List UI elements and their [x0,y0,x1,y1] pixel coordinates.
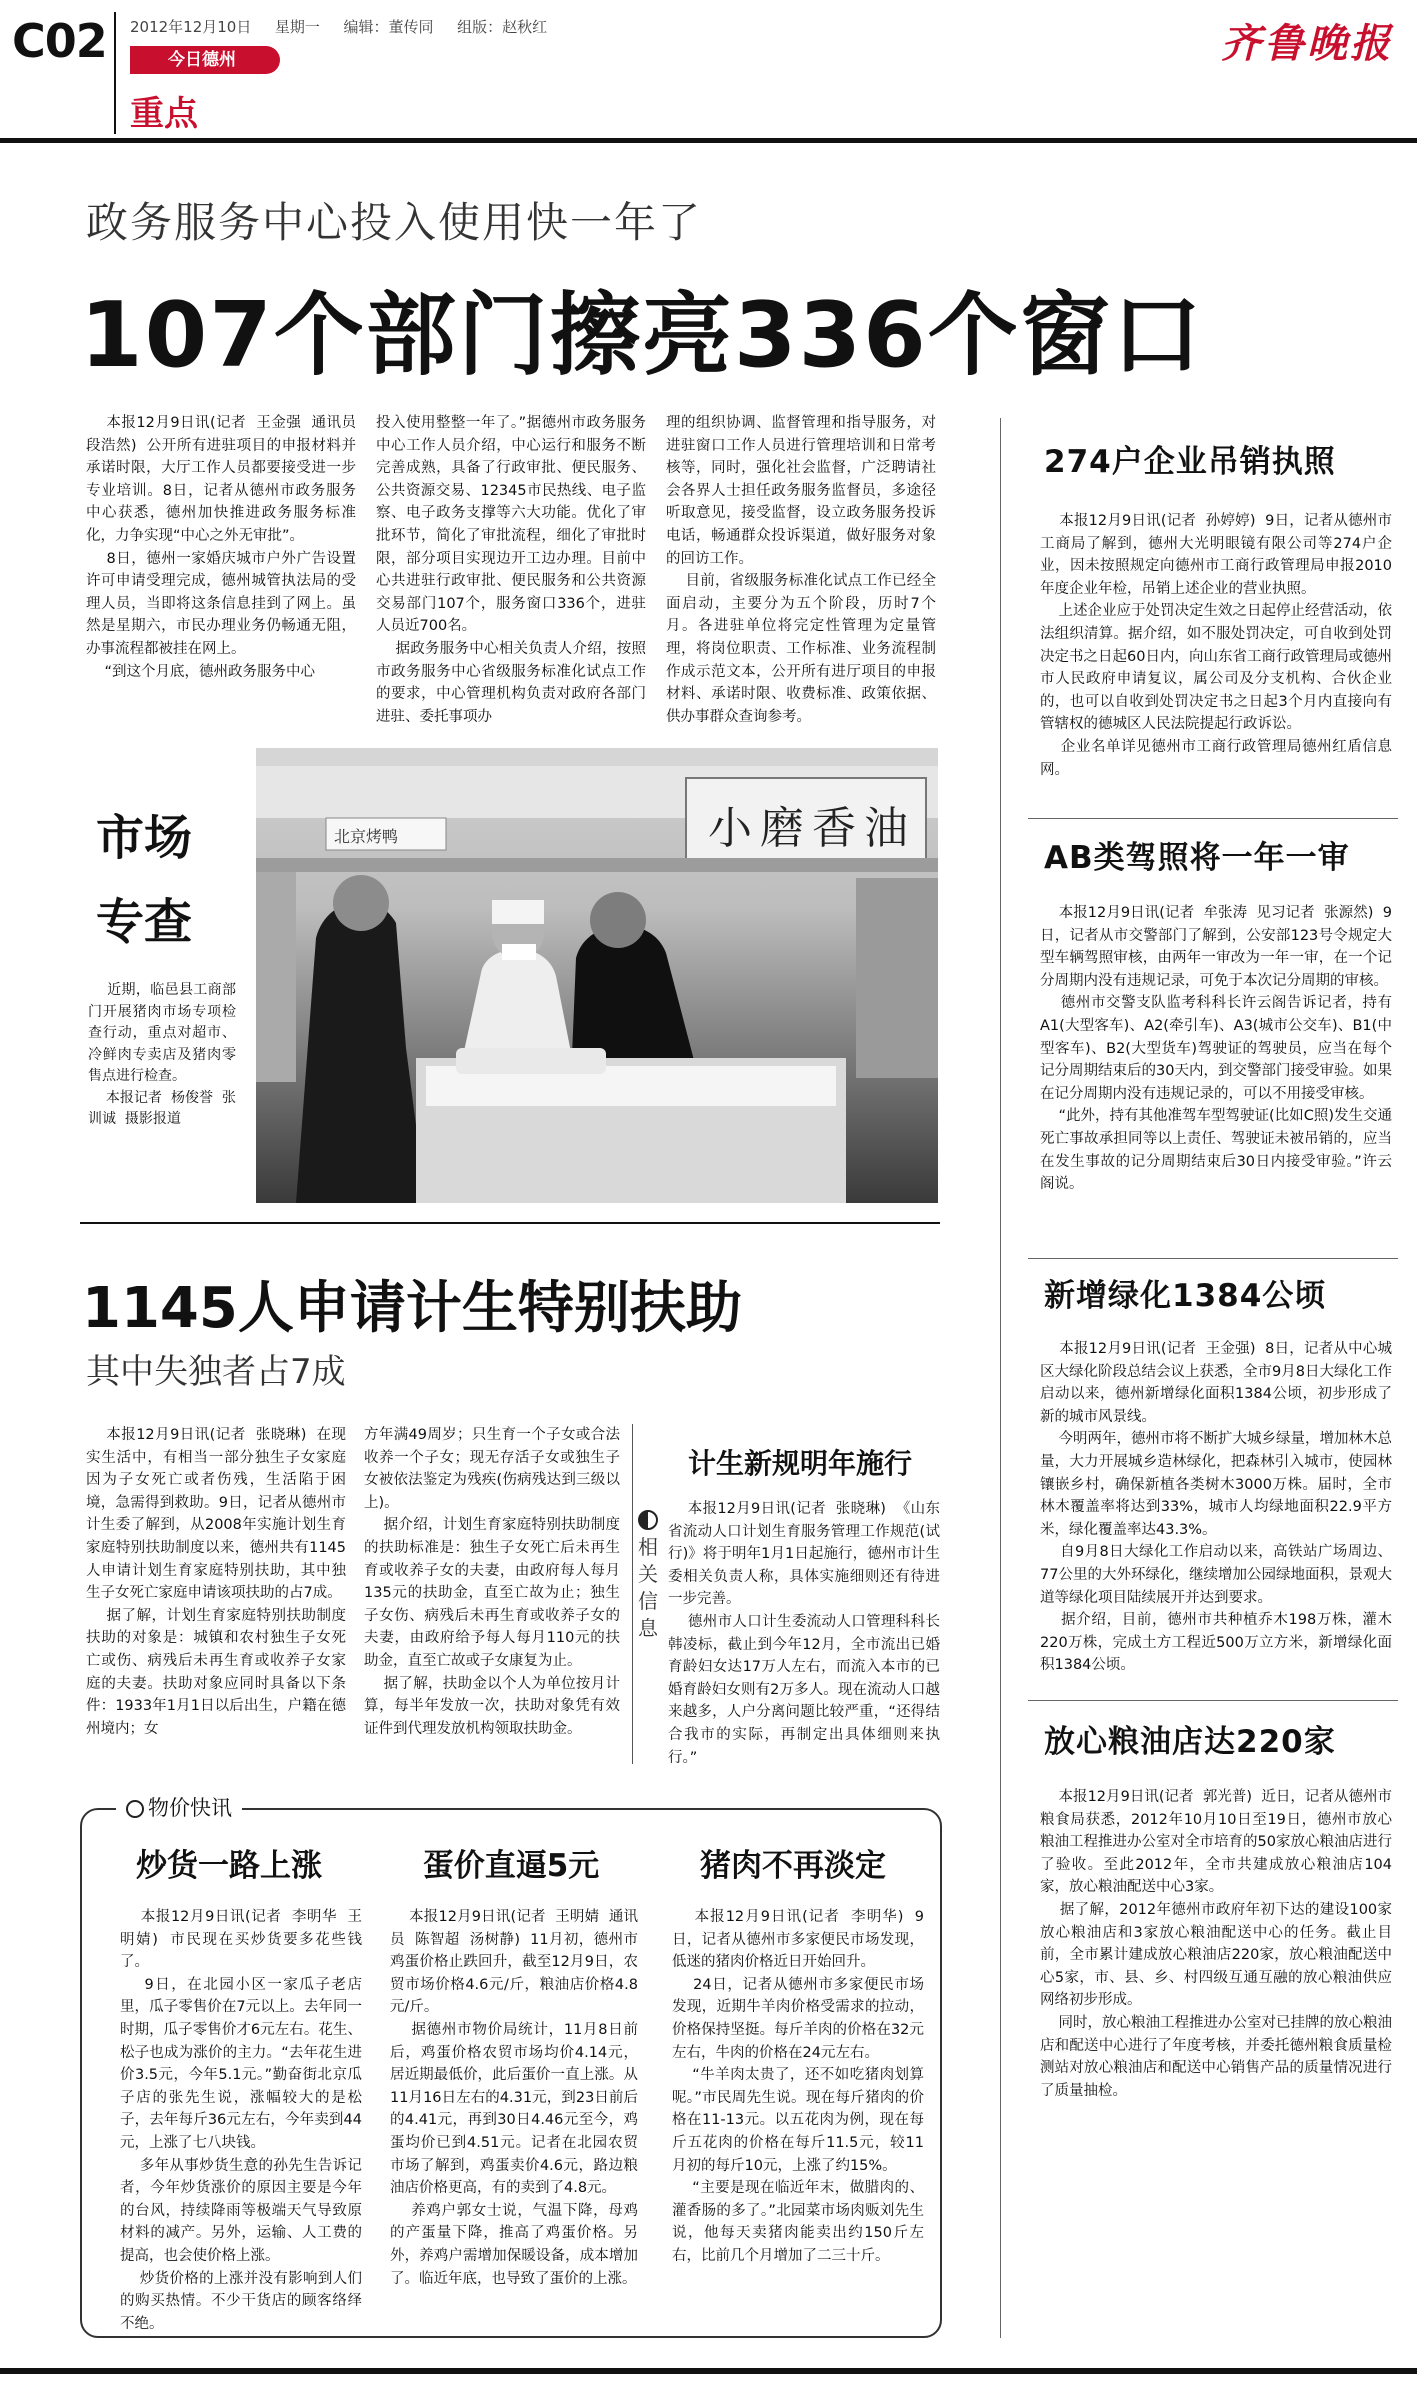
layout-credit: 组版：赵秋红 [457,18,548,36]
lead-column-1: 本报12月9日讯(记者 王金强 通讯员 段浩然) 公开所有进驻项目的申报材料并承诺时限，大厅工作人员都要接受进一步专业培训。8日，记者从德州市政务服务中心获悉，德州加快推进政务服务标准化，力争实现“中心之外无审批”。 8日，德州一家婚庆城市户外广告设置许可申请受理完成，德州城管执法局的受理人员，当即将这条信息挂到了网上。虽然是星期六，市民办理业务仍畅通无阻，办事流程都被挂在网上。 “到这个月底，德州政务服务中心 [86,415,357,680]
sidebar-story-1-headline: 274户企业吊销执照 [1044,444,1336,480]
price-item-3-body: 本报12月9日讯(记者 李明华) 9日，记者从德州市多家便民市场发现，低迷的猪肉价格近日开始回升。 24日，记者从德州市多家便民市场发现，近期牛羊肉价格受需求的拉动，价格保持坚挺。每斤羊肉的价格在32元左右，牛肉的价格在24元左右。 “牛羊肉太贵了，还不如吃猪肉划算呢。”市民周先生说。现在每斤猪肉的价格在11-13元。以五花肉为例，现在每斤五花肉的价格在每斤11.5元，较11月初的每斤10元，上涨了约15%。 “主要是现在临近年末，做腊肉的、灌香肠的多了。”北园菜市场肉贩刘先生说，他每天卖猪肉能卖出约150斤左右，比前几个月增加了二三十斤。 [672,1909,925,2264]
page-number: C02 [12,14,107,68]
sidebar-rule-2 [1028,1258,1398,1259]
second-column-2: 方年满49周岁；只生育一个子女或合法收养一个子女；现无存活子女或独生子女被依法鉴定为残疾(伤病残达到三级以上)。 据介绍，计划生育家庭特别扶助制度的扶助标准是：独生子女死亡后未再生育或收养子女的夫妻，由政府每人每月135元的扶助金，直至亡故为止；独生子女伤、病残后未再生育或收养子女的夫妻，由政府给予每人每月110元的扶助金，直至亡故或子女康复为止。 据了解，扶助金以个人为单位按月计算，每半年发放一次，扶助对象凭有效证件到代理发放机构领取扶助金。 [364,1427,620,1737]
masthead-logo: 齐鲁晚报 [1221,20,1393,67]
second-headline: 1145人申请计生特别扶助 [82,1276,742,1341]
header-divider [114,12,116,134]
sidebar-story-2-headline: AB类驾照将一年一审 [1044,840,1350,876]
header-rule [0,138,1417,143]
sidebar-story-3-body: 本报12月9日讯(记者 王金强) 8日，记者从中心城区大绿化阶段总结会议上获悉，全市9月8日大绿化工作启动以来，德州新增绿化面积1384公顷，初步形成了新的城市风景线。 今明两年，德州市将不断扩大城乡绿量，增加林木总量，大力开展城乡造林绿化，把森林引入城市，使园林镶嵌乡村，确保新植各类树木3000万株。届时，全市林木覆盖率将达到33%，城市人均绿地面积22.9平方米，绿化覆盖率达43.3%。 自9月8日大绿化工作启动以来，高铁站广场周边、77公里的大外环绿化，继续增加公园绿地面积，景观大道等绿化项目陆续展开并达到要求。 据介绍，目前，德州市共种植乔木198万株，灌木220万株，完成土方工程近500万立方米，新增绿化面积1384公顷。 [1040,1341,1393,1674]
related-headline: 计生新规明年施行 [688,1447,913,1480]
sidebar-story-4-headline: 放心粮油店达220家 [1044,1724,1336,1760]
photo-rule [80,1222,940,1224]
sidebar-story-1-body: 本报12月9日讯(记者 孙婷婷) 9日，记者从德州市工商局了解到，德州大光明眼镜有限公司等274户企业，因未按照规定向德州市工商行政管理局申报2010年度企业年检，吊销上述企业的营业执照。 上述企业应于处罚决定生效之日起停止经营活动，依法组织清算。据介绍，如不服处罚决定，可自收到处罚决定书之日起60日内，向山东省工商行政管理局或德州市人民政府申请复议，属公司及分支机构、合伙企业的，也可以自收到处罚决定书之日起3个月内直接向有管辖权的德城区人民法院提起行政诉讼。 企业名单详见德州市工商行政管理局德州红盾信息网。 [1040,513,1393,778]
photo-title-line-2: 专查 [96,894,193,950]
price-item-3-headline: 猪肉不再淡定 [700,1848,886,1884]
section-tag: 今日德州 [130,46,280,74]
related-divider [632,1424,633,1764]
photo-caption: 近期，临邑县工商部门开展猪肉市场专项检查行动，重点对超市、冷鲜肉专卖店及猪肉零售点进行检查。 本报记者 杨俊誉 张训诚 摄影报道 [88,982,236,1127]
lead-column-2: 投入使用整整一年了。”据德州市政务服务中心工作人员介绍，中心运行和服务不断完善成熟，具备了行政审批、便民服务、公共资源交易、12345市民热线、电子监察、电子政务支撑等六大功能。优化了审批环节，简化了审批流程，细化了审批时限，部分项目实现边开工边办理。目前中心共进驻行政审批、便民服务和公共资源交易部门107个，服务窗口336个，进驻人员近700名。 据政务服务中心相关负责人介绍，按照市政务服务中心省级服务标准化试点工作的要求，中心管理机构负责对政府各部门进驻、委托事项办 [376,415,647,725]
sidebar-story-4-body: 本报12月9日讯(记者 郭光普) 近日，记者从德州市粮食局获悉，2012年10月10日至19日，德州市放心粮油工程推进办公室对全市培育的50家放心粮油店进行了验收。至此2012年，全市共建成放心粮油店104家，放心粮油配送中心3家。 据了解，2012年德州市政府年初下达的建设100家放心粮油店和3家放心粮油配送中心的任务。截止目前，全市累计建成放心粮油店220家，放心粮油配送中心5家，市、县、乡、村四级互通互融的放心粮油供应网络初步形成。 同时，放心粮油工程推进办公室对已挂牌的放心粮油店和配送中心进行了年度考核，并委托德州粮食质量检测站对放心粮油店和配送中心销售产品的质量情况进行了质量抽检。 [1040,1789,1393,2099]
second-column-1: 本报12月9日讯(记者 张晓琳) 在现实生活中，有相当一部分独生子女家庭因为子女死亡或者伤残，生活陷于困境，急需得到救助。9日，记者从德州市计生委了解到，从2008年实施计划生育家庭特别扶助制度以来，德州共有1145人申请计划生育家庭特别扶助，其中独生子女死亡家庭申请该项扶助的占7成。 据了解，计划生育家庭特别扶助制度扶助的对象是：城镇和农村独生子女死亡或伤、病残后未再生育或收养子女家庭的夫妻。扶助对象应同时具备以下条件：1933年1月1日以后出生，户籍在德州境内；女 [86,1427,347,1737]
footer-rule [0,2368,1417,2374]
issue-date: 2012年12月10日 [130,18,252,36]
editor-credit: 编辑：董传同 [343,18,434,36]
photo-feature-title [96,796,192,964]
price-item-1-body: 本报12月9日讯(记者 李明华 王明婧) 市民现在买炒货要多花些钱了。 9日，在北园小区一家瓜子老店里，瓜子零售价在7元以上。去年同一时期，瓜子零售价才6元左右。花生、松子也成为涨价的主力。“去年花生进价3.5元，今年5.1元。”勤奋街北京瓜子店的张先生说，涨幅较大的是松子，去年每斤36元左右，今年卖到44元，上涨了七八块钱。 多年从事炒货生意的孙先生告诉记者，今年炒货涨价的原因主要是今年的台风，持续降雨等极端天气导致原材料的减产。另外，运输、人工费的提高，也会使价格上涨。 炒货价格的上涨并没有影响到人们的购买热情。不少干货店的顾客络绎不绝。 [120,1909,363,2332]
related-label: 相关信息 [636,1510,660,1642]
related-marker-icon [638,1510,658,1530]
price-item-2-headline: 蛋价直逼5元 [422,1848,600,1884]
shop-sign-text: 小磨香油 [708,803,916,854]
sidebar-story-3-headline: 新增绿化1384公顷 [1044,1278,1327,1314]
lead-column-3: 理的组织协调、监督管理和指导服务，对进驻窗口工作人员进行管理培训和日常考核等，同时，强化社会监督，广泛聘请社会各界人士担任政务服务监督员，多途径听取意见，接受监督，设立政务服务投诉电话，畅通群众投诉渠道，做好服务对象的回访工作。 目前，省级服务标准化试点工作已经全面启动，主要分为五个阶段，历时7个月。各进驻单位将完定性管理为定量管理，将岗位职责、工作标准、业务流程制作成示范文本，公开所有进厅项目的申报材料、承诺时限、收费标准、政策依据、供办事群众查询参考。 [666,415,937,725]
related-body: 本报12月9日讯(记者 张晓琳) 《山东省流动人口计划生育服务管理工作规范(试行)》将于明年1月1日起施行，德州市计生委相关负责人称，具体实施细则还有待进一步完善。 德州市人口计生委流动人口管理科科长韩凌标，截止到今年12月，全市流出已婚育龄妇女达17万人左右，而流入本市的已婚育龄妇女则有2万多人。现在流动人口越来越多，人户分离问题比较严重，“还得结合我市的实际，再制定出具体细则来执行。” [668,1501,941,1766]
sidebar-rule-3 [1028,1700,1398,1701]
lead-kicker: 政务服务中心投入使用快一年了 [86,198,703,247]
price-news-label: 物价快讯 [116,1793,242,1823]
sidebar-divider [1000,418,1001,2338]
photo-title-line-1: 市场 [96,810,193,866]
price-item-1-headline: 炒货一路上涨 [136,1848,322,1884]
sidebar-story-2-body: 本报12月9日讯(记者 牟张涛 见习记者 张源然) 9日，记者从市交警部门了解到，公安部123号令规定大型车辆驾照审核，由两年一审改为一年一审，在一个记分周期内没有违规记录，可免于本次记分周期的审核。 德州市交警支队监考科科长许云阁告诉记者，持有A1(大型客车)、A2(牵引车)、A3(城市公交车)、B1(中型客车)、B2(大型货车)驾驶证的驾驶员，应当在每个记分周期结束后的30天内，到交警部门接受审验。如果在记分周期内没有违规记录的，可以不用接受审核。 “此外，持有其他准驾车型驾驶证(比如C照)发生交通死亡事故承担同等以上责任、驾驶证未被吊销的，应当在发生事故的记分周期结束后30日内接受审验。”许云阁说。 [1040,905,1393,1193]
market-inspection-photo [256,748,938,1203]
sidebar-rule-1 [1028,818,1398,819]
price-clock-icon [126,1800,144,1818]
shop-sign-small: 北京烤鸭 [334,827,399,846]
header-meta [130,16,547,37]
lead-headline: 107个部门擦亮336个窗口 [80,283,1204,388]
issue-weekday: 星期一 [274,18,320,36]
price-item-2-body: 本报12月9日讯(记者 王明婧 通讯员 陈智超 汤树静) 11月初，德州市鸡蛋价格止跌回升，截至12月9日，农贸市场价格4.6元/斤，粮油店价格4.8元/斤。 据德州市物价局统计，11月8日前后，鸡蛋价格农贸市场均价4.14元，居近期最低价，此后蛋价一直上涨。从11月16日左右的4.31元，到23日前后的4.41元，再到30日4.46元至今，鸡蛋均价已到4.51元。记者在北园农贸市场了解到，鸡蛋卖价4.6元，路边粮油店价格更高，有的卖到了4.8元。 养鸡户郭女士说，气温下降，母鸡的产蛋量下降，推高了鸡蛋价格。另外，养鸡户需增加保暖设备，成本增加了。临近年底，也导致了蛋价的上涨。 [390,1909,639,2287]
second-subhead: 其中失独者占7成 [86,1352,346,1392]
column-title: 重点 [130,94,198,134]
